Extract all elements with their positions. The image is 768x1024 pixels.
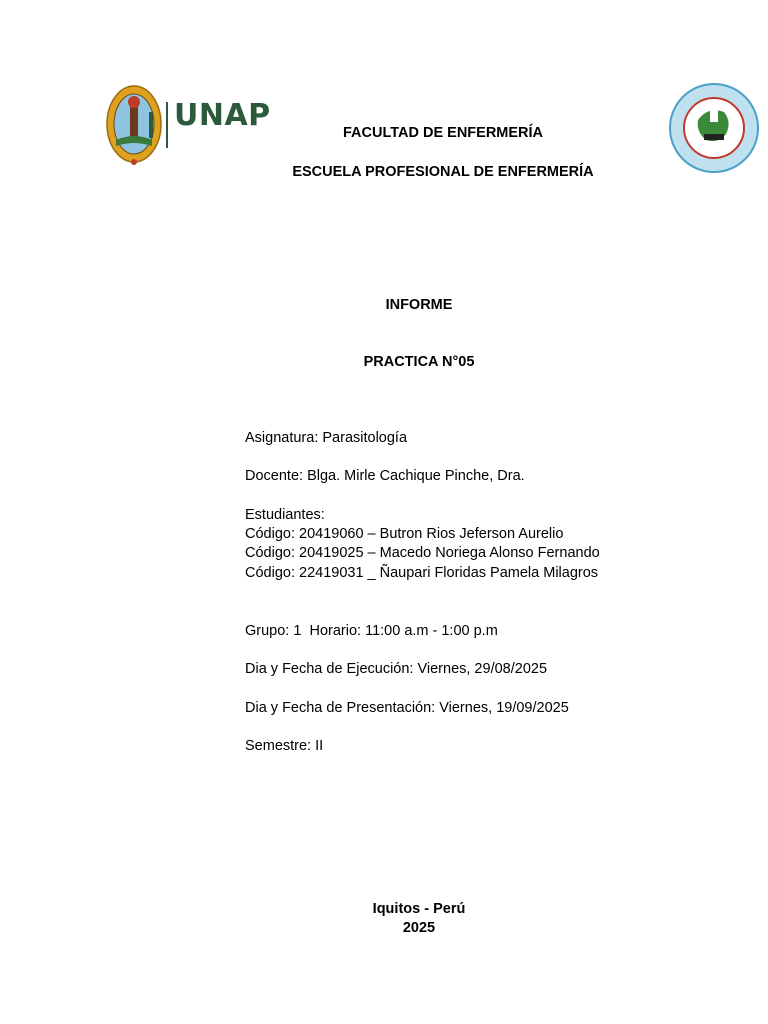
student-line: Código: 20419060 – Butron Rios Jeferson Aurelio [245,526,564,542]
presentation-date-line: Dia y Fecha de Presentación: Viernes, 19/09/2025 [245,700,569,716]
students-label: Estudiantes: [245,507,325,523]
footer-place: Iquitos - Perú [372,901,466,917]
report-title: INFORME [385,297,453,313]
semester-line: Semestre: II [245,738,324,754]
execution-date-line: Dia y Fecha de Ejecución: Viernes, 29/08/2025 [245,661,548,677]
teacher-line: Docente: Blga. Mirle Cachique Pinche, Dra. [245,468,525,484]
student-line: Código: 20419025 – Macedo Noriega Alonso Fernando [245,545,600,561]
group-schedule-line: Grupo: 1 Horario: 11:00 a.m - 1:00 p.m [245,623,498,639]
student-line: Código: 22419031 _ Ñaupari Floridas Pamela Milagros [245,565,599,581]
unap-wordmark: UNAP [174,98,271,133]
practice-title: PRACTICA N°05 [363,354,475,370]
subject-line: Asignatura: Parasitología [245,430,408,446]
footer-year: 2025 [402,920,436,936]
faculty-title: FACULTAD DE ENFERMERÍA [342,125,544,141]
school-title: ESCUELA PROFESIONAL DE ENFERMERÍA [292,164,594,180]
